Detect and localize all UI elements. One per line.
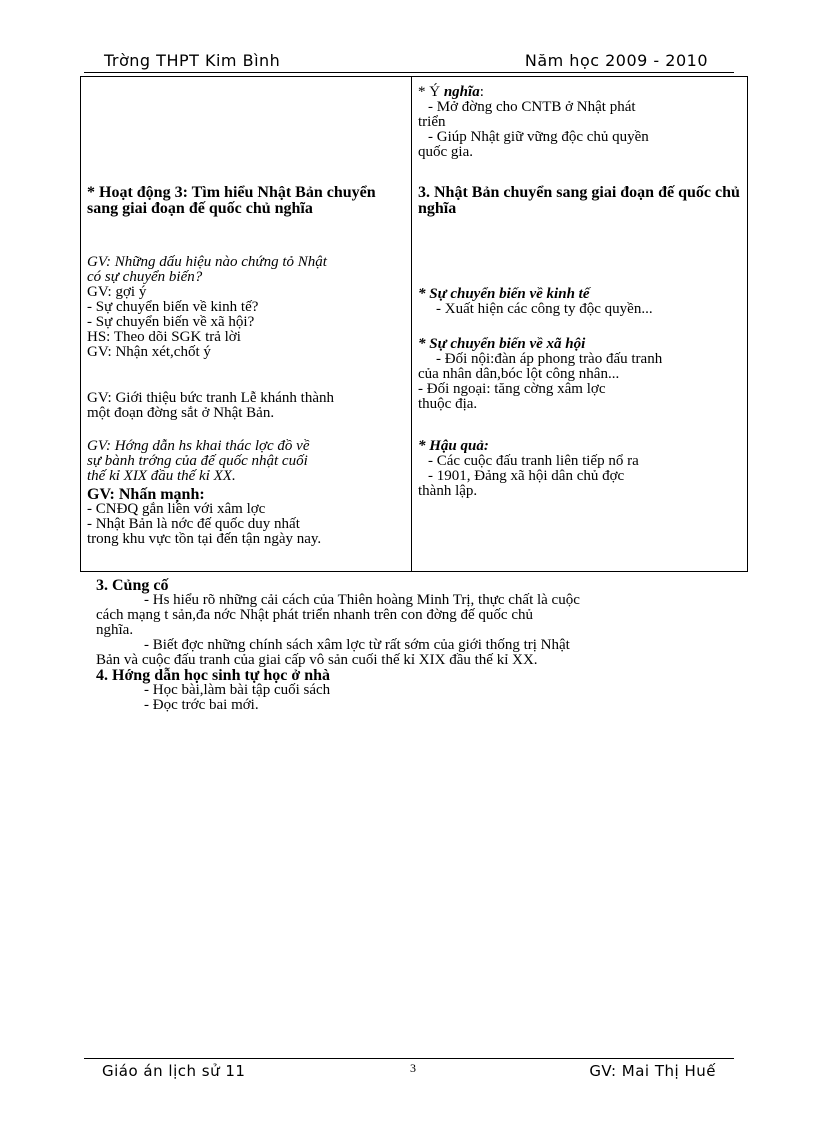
meaning-line: quốc gia. [418,144,473,160]
lesson-closing [96,578,716,713]
economic-title: * Sự chuyển biến về kinh tế [418,286,590,302]
consolidation-line: - Biết đợc những chính sách xâm lợc từ rất sớm của giới thống trị Nhật [144,637,570,653]
guide-line: thế kỉ XIX đầu thế kỉ XX. [87,468,236,484]
footer-teacher: GV: Mai Thị Huế [589,1062,716,1080]
guidance-line: - Học bài,làm bài tập cuối sách [144,682,331,698]
social-change-block [418,337,744,412]
emphasis-line: - Nhật Bản là nớc đế quốc duy nhất [87,516,300,532]
social-line: của nhân dân,bóc lột công nhân... [418,366,620,382]
meaning-block [418,85,744,160]
economic-line: - Xuất hiện các công ty độc quyền... [436,301,653,317]
step-line: GV: gợi ý [87,284,147,300]
step-line: HS: Theo dõi SGK trả lời [87,329,241,345]
social-line: thuộc địa. [418,396,478,412]
step-line: - Sự chuyển biến về kinh tế? [87,299,259,315]
lesson-table [80,76,748,572]
step-line: GV: Nhận xét,chốt ý [87,344,211,360]
intro-line: một đoạn đờng sắt ở Nhật Bản. [87,405,275,421]
page-header [84,48,734,73]
consolidation-line: Bản và cuộc đấu tranh của giai cấp vô sản cuối thế kỉ XIX đầu thế kỉ XX. [96,652,538,668]
consequence-title: * Hậu quả: [418,438,489,454]
step-line: - Sự chuyển biến về xã hội? [87,314,255,330]
guidance-line: - Đọc trớc bai mới. [144,697,259,713]
question-line: có sự chuyển biến? [87,269,203,285]
question-line: GV: Những dấu hiệu nào chứng tỏ Nhật [87,254,327,270]
emphasis-line: - CNĐQ gắn liền với xâm lợc [87,501,266,517]
social-title: * Sự chuyển biến về xã hội [418,336,586,352]
emphasis-line: trong khu vực tồn tại đến tận ngày nay. [87,531,322,547]
economic-change-block [418,287,744,317]
map-guide-block [87,439,405,484]
footer-subject: Giáo án lịch sử 11 [102,1062,246,1080]
picture-intro-block [87,391,405,421]
consolidation-line: - Hs hiểu rõ những cải cách của Thiên hoàng Minh Trị, thực chất là cuộc [144,592,580,608]
activity-3-heading: * Hoạt động 3: Tìm hiểu Nhật Bản chuyển sang giai đoạn đế quốc chủ nghĩa [87,184,376,217]
consequence-line: - 1901, Đảng xã hội dân chủ đợc [428,468,625,484]
steps-block [87,285,405,360]
social-line: - Đối ngoại: tăng cờng xâm lợc [418,381,606,397]
consolidation-title: 3. Củng cố [96,577,169,594]
guide-line: GV: Hớng dẫn hs khai thác lợc đồ về [87,438,310,454]
guide-line: sự bành trớng của đế quốc nhật cuối [87,453,308,469]
meaning-line: - Mở đờng cho CNTB ở Nhật phát [428,99,636,115]
social-line: - Đối nội:đàn áp phong trào đấu tranh [436,351,663,367]
school-name: Trờng THPT Kim Bình [104,51,281,70]
page-footer [84,1058,734,1081]
column-divider [411,77,412,571]
section-3-heading: 3. Nhật Bản chuyển sang giai đoạn đế quốc chủ nghĩa [418,184,740,217]
consolidation-line: nghĩa. [96,622,134,638]
intro-line: GV: Giới thiệu bức tranh Lễ khánh thành [87,390,334,406]
school-year: Năm học 2009 - 2010 [524,51,708,70]
meaning-title: * Ý nghĩa: [418,84,484,100]
consequence-line: - Các cuộc đấu tranh liên tiếp nổ ra [428,453,639,469]
page-number: 3 [410,1061,417,1075]
emphasis-block [87,487,405,547]
emphasis-title: GV: Nhấn mạnh: [87,486,205,503]
meaning-line: triển [418,114,446,130]
guidance-title: 4. Hớng dẫn học sinh tự học ở nhà [96,667,331,684]
meaning-line: - Giúp Nhật giữ vững độc chủ quyền [428,129,649,145]
consolidation-line: cách mạng t sản,đa nớc Nhật phát triển nhanh trên con đờng đế quốc chủ [96,607,533,623]
question-block [87,255,405,285]
consequence-line: thành lập. [418,483,478,499]
consequence-block [418,439,744,499]
